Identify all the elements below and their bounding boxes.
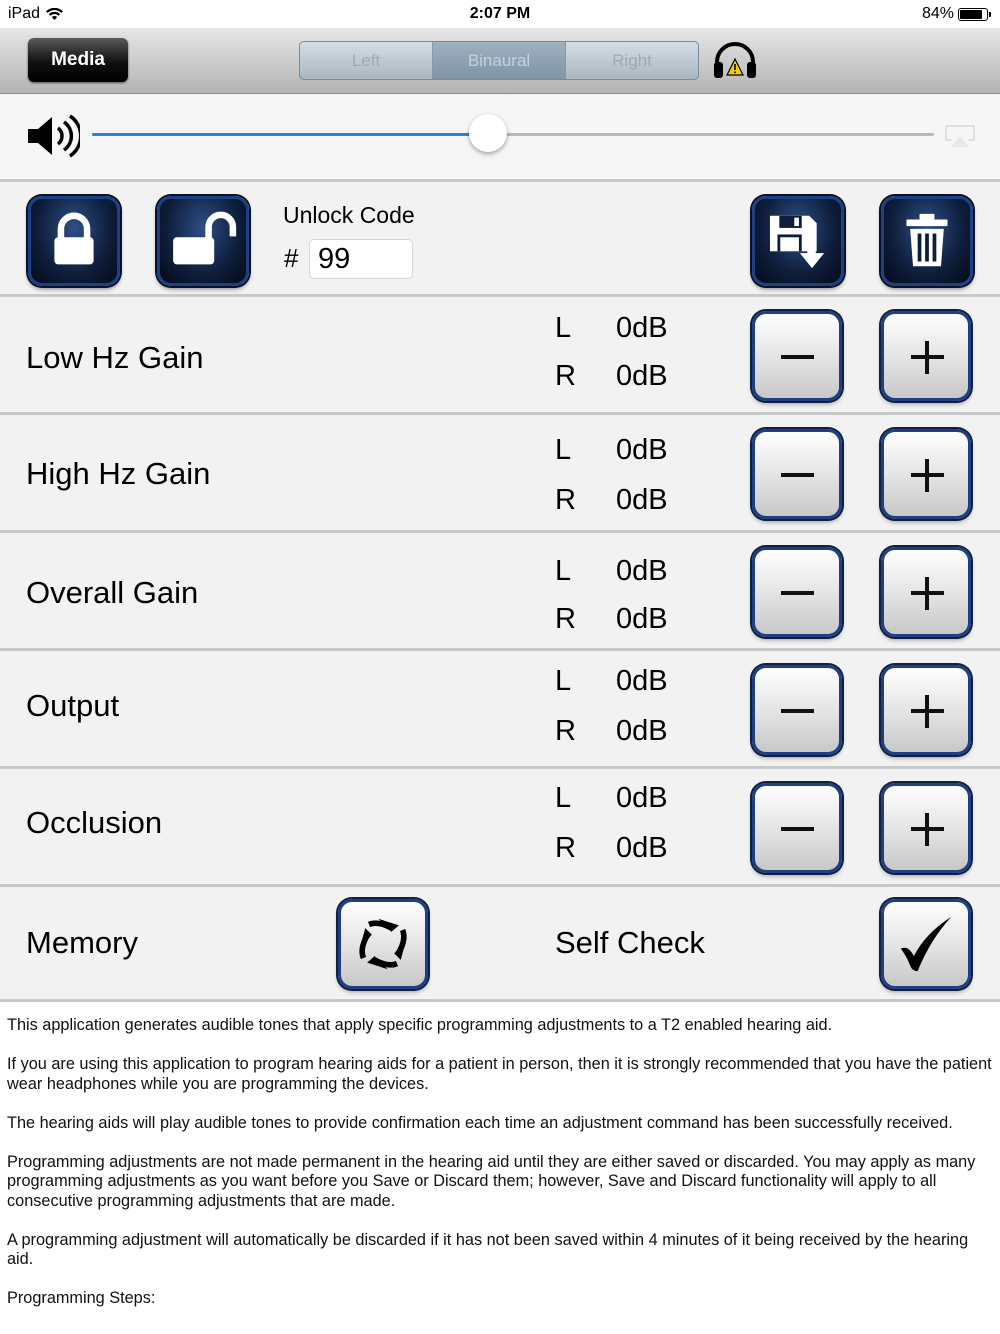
unlock-code-input[interactable]: 99	[309, 239, 413, 279]
plus-icon-vertical	[925, 813, 929, 846]
left-channel-label: L	[555, 782, 572, 814]
volume-slider[interactable]	[92, 133, 934, 136]
info-paragraph: Programming adjustments are not made permanent in the hearing aid until they are either saved or discarded. You may apply as many programming adjustments as you want before you Save or Discard them; however, Save and Discard functionality will apply to all consecutive programming adjustments that are made.	[7, 1152, 976, 1210]
plus-icon-vertical	[925, 459, 929, 492]
volume-slider-thumb[interactable]	[469, 114, 507, 152]
left-channel-value: 0dB	[616, 434, 668, 466]
rotate-arrows-icon	[341, 902, 425, 986]
media-button[interactable]: Media	[28, 38, 128, 82]
headphone-warning-icon[interactable]	[712, 42, 758, 80]
left-channel-label: L	[555, 312, 572, 344]
minus-icon	[781, 827, 814, 831]
minus-icon	[781, 473, 814, 477]
info-paragraph: This application generates audible tones that apply specific programming adjustments to a T2 enabled hearing aid.	[7, 1016, 833, 1034]
plus-icon-vertical	[925, 577, 929, 610]
save-button[interactable]	[752, 196, 844, 286]
increase-button[interactable]	[881, 665, 971, 755]
save-icon	[755, 199, 841, 283]
increase-button[interactable]	[881, 547, 971, 637]
volume-row	[0, 94, 1000, 182]
right-channel-label: R	[555, 484, 576, 516]
battery-fill	[960, 10, 982, 19]
decrease-button[interactable]	[752, 311, 842, 401]
ear-selector	[299, 41, 699, 80]
left-channel-value: 0dB	[616, 782, 668, 814]
unlock-button[interactable]	[157, 196, 249, 286]
lock-button[interactable]	[28, 196, 120, 286]
right-channel-label: R	[555, 360, 576, 392]
toolbar	[0, 28, 1000, 94]
decrease-button[interactable]	[752, 547, 842, 637]
left-channel-label: L	[555, 434, 572, 466]
right-channel-label: R	[555, 715, 576, 747]
gain-row-low-hz	[0, 297, 1000, 415]
device-name: iPad	[8, 5, 41, 22]
memory-row	[0, 887, 1000, 1002]
unlock-code-label: Unlock Code	[283, 202, 415, 228]
delete-button[interactable]	[881, 196, 973, 286]
right-channel-value: 0dB	[616, 715, 668, 747]
status-bar	[0, 0, 1000, 28]
left-channel-label: L	[555, 665, 572, 697]
decrease-button[interactable]	[752, 783, 842, 873]
gain-title: High Hz Gain	[26, 456, 211, 491]
status-right	[922, 5, 988, 23]
self-check-button[interactable]	[881, 899, 971, 989]
memory-label: Memory	[26, 925, 138, 960]
trash-icon	[884, 199, 970, 283]
plus-icon-vertical	[925, 695, 929, 728]
minus-icon	[781, 709, 814, 713]
left-channel-value: 0dB	[616, 312, 668, 344]
lock-row	[0, 182, 1000, 297]
gain-row-high-hz	[0, 415, 1000, 533]
gain-title: Occlusion	[26, 805, 163, 840]
increase-button[interactable]	[881, 429, 971, 519]
checkmark-icon	[884, 902, 968, 986]
self-check-label: Self Check	[555, 925, 705, 960]
decrease-button[interactable]	[752, 429, 842, 519]
minus-icon	[781, 355, 814, 359]
left-channel-value: 0dB	[616, 555, 668, 587]
left-channel-label: L	[555, 555, 572, 587]
right-channel-value: 0dB	[616, 603, 668, 635]
speaker-icon	[26, 114, 80, 158]
volume-slider-fill	[92, 133, 488, 136]
plus-icon-vertical	[925, 341, 929, 374]
lock-icon	[31, 199, 117, 283]
increase-button[interactable]	[881, 311, 971, 401]
info-paragraph: Programming Steps:	[7, 1289, 156, 1307]
airplay-icon[interactable]	[944, 124, 976, 148]
left-channel-value: 0dB	[616, 665, 668, 697]
gain-row-overall	[0, 533, 1000, 651]
segment-right[interactable]: Right	[612, 50, 652, 70]
gain-title: Low Hz Gain	[26, 340, 204, 375]
right-channel-value: 0dB	[616, 832, 668, 864]
unlock-icon	[160, 199, 246, 283]
right-channel-value: 0dB	[616, 360, 668, 392]
gain-title: Overall Gain	[26, 575, 199, 610]
right-channel-label: R	[555, 603, 576, 635]
info-paragraph: A programming adjustment will automatically be discarded if it has not been saved within 4 minutes of it being received by the hearing aid.	[7, 1230, 969, 1268]
info-paragraph: If you are using this application to program hearing aids for a patient in person, then it is strongly recommended that you have the patient wear headphones while you are programming the devices.	[7, 1055, 992, 1093]
right-channel-label: R	[555, 832, 576, 864]
gain-row-occlusion	[0, 769, 1000, 887]
segment-left[interactable]: Left	[300, 42, 433, 79]
battery-icon	[958, 8, 988, 21]
status-time: 2:07 PM	[469, 5, 531, 22]
minus-icon	[781, 591, 814, 595]
right-channel-value: 0dB	[616, 484, 668, 516]
gain-row-output	[0, 651, 1000, 769]
hash-symbol: #	[284, 243, 299, 273]
info-text	[0, 1002, 1000, 1334]
memory-button[interactable]	[338, 899, 428, 989]
gain-title: Output	[26, 688, 120, 723]
segment-binaural[interactable]: Binaural	[433, 42, 566, 79]
increase-button[interactable]	[881, 783, 971, 873]
info-paragraph: The hearing aids will play audible tones to provide confirmation each time an adjustment command has been successfully received.	[7, 1113, 953, 1132]
battery-percent: 84%	[921, 5, 954, 22]
decrease-button[interactable]	[752, 665, 842, 755]
